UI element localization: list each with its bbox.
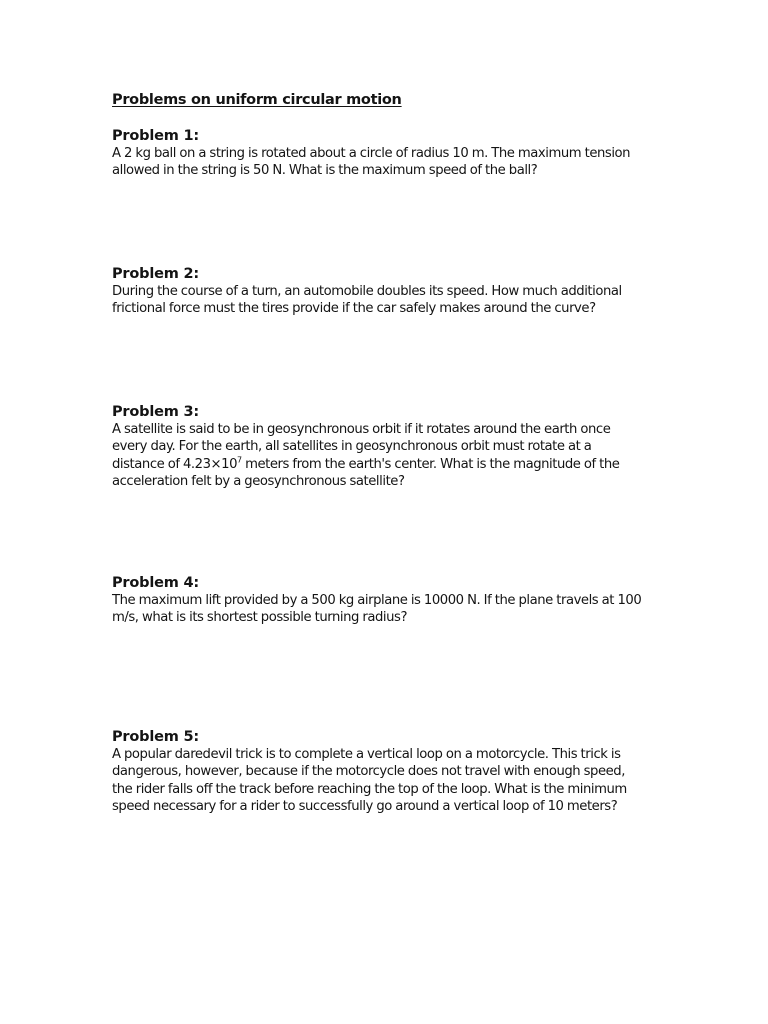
problem-3-exponent: 7 — [237, 455, 242, 465]
page-title: Problems on uniform circular motion — [112, 92, 402, 108]
problem-3-heading: Problem 3: — [112, 404, 199, 420]
problem-3-text — [112, 421, 642, 491]
problem-4-heading: Problem 4: — [112, 575, 199, 591]
problem-5-heading: Problem 5: — [112, 729, 199, 745]
problem-2-heading: Problem 2: — [112, 266, 199, 282]
problem-3-text-end: meters from the earth's center. What is the magnitude of the acceleration felt by a geosynchronous satellite? — [112, 456, 620, 490]
problem-4-text: The maximum lift provided by a 500 kg airplane is 10000 N. If the plane travels at 100 m/s, what is its shortest possible turning radius? — [112, 593, 642, 626]
problem-5-text: A popular daredevil trick is to complete a vertical loop on a motorcycle. This trick is dangerous, however, because if the motorcycle does not travel with enough speed, the rider falls off the track before reaching the top of the loop. What is the minimum speed necessary for a rider to successfully go around a vertical loop of 10 meters? — [112, 747, 627, 815]
problem-1-heading: Problem 1: — [112, 128, 199, 144]
problem-3 — [112, 403, 642, 491]
problem-2-text: During the course of a turn, an automobile doubles its speed. How much additional frictional force must the tires provide if the car safely makes around the curve? — [112, 284, 622, 317]
problem-3-text-start: A satellite is said to be in geosynchronous orbit if it rotates around the earth once every day. For the earth, all satellites in geosynchronous orbit must rotate at a distance of 4.23×10 — [112, 422, 611, 472]
problem-1 — [112, 127, 642, 180]
problem-2 — [112, 265, 642, 318]
problem-4 — [112, 574, 642, 627]
problem-1-text: A 2 kg ball on a string is rotated about a circle of radius 10 m. The maximum tension allowed in the string is 50 N. What is the maximum speed of the ball? — [112, 146, 631, 179]
problem-5 — [112, 728, 642, 816]
